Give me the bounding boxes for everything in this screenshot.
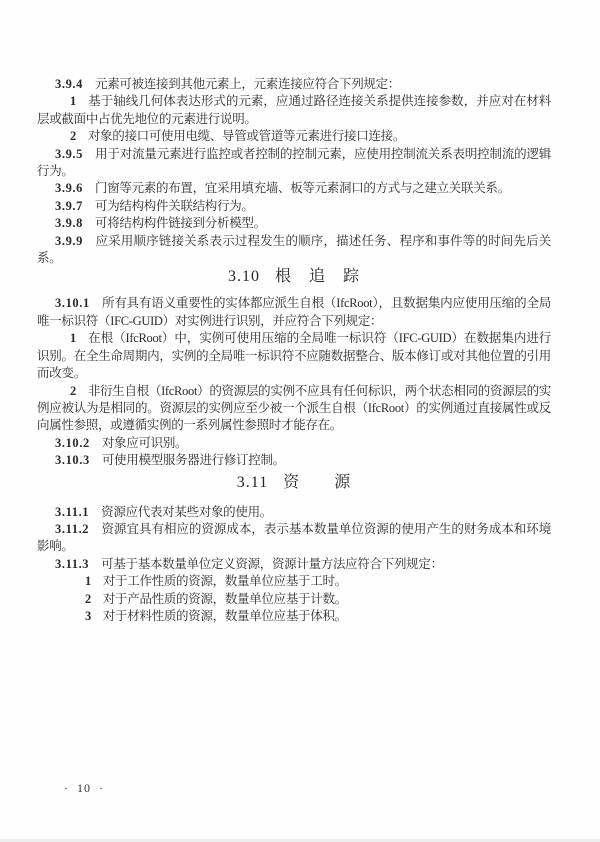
clause-3-9-6 — [37, 180, 551, 197]
clause-number: 3.11.3 — [55, 556, 90, 571]
page-content — [37, 76, 551, 625]
subclause-3-9-4-1 — [37, 93, 551, 128]
clause-text: 元素可被连接到其他元素上，元素连接应符合下列规定： — [95, 77, 401, 91]
subclause-3-9-4-2 — [37, 128, 551, 145]
subclause-text: 对于工作性质的资源，数量单位应基于工时。 — [102, 574, 347, 589]
subclause-number: 3 — [85, 608, 92, 623]
clause-number: 3.9.8 — [55, 216, 83, 231]
clause-3-10-3 — [37, 452, 551, 469]
section-heading-number: 3.10 — [227, 268, 260, 286]
subclause-text: 对于材料性质的资源，数量单位应基于体积。 — [102, 608, 347, 623]
clause-3-10-2 — [37, 435, 551, 452]
clause-3-9-5 — [37, 146, 551, 181]
subclause-number: 2 — [70, 129, 77, 144]
subclause-number: 1 — [70, 94, 77, 109]
section-heading-title: 根 追 踪 — [274, 268, 360, 286]
clause-text: 资源应代表对某些对象的使用。 — [101, 504, 272, 519]
subclause-text: 对于产品性质的资源，数量单位应基于计数。 — [102, 591, 347, 606]
section-heading-3-10 — [37, 267, 551, 287]
clause-text: 所有具有语义重要性的实体都应派生自根（IfcRoot），且数据集内应使用压缩的全局唯一标识符（IFC-GUID）对实例进行识别，并应符合下列规定： — [37, 296, 551, 328]
clause-text: 门窗等元素的布置，宜采用填充墙、板等元素洞口的方式与之建立关联关系。 — [95, 181, 510, 196]
clause-number: 3.9.9 — [55, 233, 83, 248]
subclause-3-10-1-2 — [37, 383, 551, 435]
clause-number: 3.10.1 — [55, 296, 90, 311]
subclause-3-11-3-1 — [37, 573, 551, 590]
clause-text: 可为结构构件关联结构行为。 — [95, 198, 254, 213]
clause-number: 3.10.3 — [55, 453, 90, 468]
subclause-3-11-3-3 — [37, 608, 551, 625]
clause-3-9-7 — [37, 198, 551, 215]
clause-text: 用于对流量元素进行监控或者控制的控制元素，应使用控制流关系表明控制流的逻辑行为。 — [37, 146, 551, 179]
clause-3-9-4 — [37, 76, 551, 93]
clause-text: 对象应可识别。 — [101, 435, 188, 450]
clause-text: 可使用模型服务器进行修订控制。 — [101, 453, 285, 468]
subclause-text: 在根（IfcRoot）中，实例可使用压缩的全局唯一标识符（IFC-GUID）在数据集内进行识别。在全生命周期内，实例的全局唯一标识符不应随数据整合、版本修订或对其他位置的引用而改变。 — [37, 331, 551, 381]
subclause-text: 非衍生自根（IfcRoot）的资源层的实例不应具有任何标识，两个状态相同的资源层的实例应被认为是相同的。资源层的实例应至少被一个派生自根（IfcRoot）的实例通过直接属性或反向属性参照，或遵循实例的一系列属性参照时才能存在。 — [37, 383, 551, 433]
clause-number: 3.11.2 — [55, 521, 90, 536]
clause-number: 3.9.7 — [55, 198, 83, 213]
clause-3-11-3 — [37, 556, 551, 573]
section-heading-title: 资 源 — [283, 473, 352, 491]
section-heading-number: 3.11 — [236, 473, 269, 491]
clause-3-10-1 — [37, 295, 551, 330]
clause-text: 可将结构构件链接到分析模型。 — [95, 216, 266, 231]
page-number: · 10 · — [64, 781, 104, 795]
clause-3-11-1 — [37, 504, 551, 521]
clause-text: 应采用顺序链接关系表示过程发生的顺序，描述任务、程序和事件等的时间先后关系。 — [37, 233, 551, 266]
section-heading-3-11 — [37, 473, 551, 493]
subclause-number: 1 — [85, 574, 92, 589]
subclause-number: 2 — [70, 383, 77, 398]
subclause-3-11-3-2 — [37, 591, 551, 608]
subclause-text: 基于轴线几何体表达形式的元素，应通过路径连接关系提供连接参数，并应对在材料层或截面中占优先地位的元素进行说明。 — [37, 94, 551, 126]
clause-text: 可基于基本数量单位定义资源，资源计量方法应符合下列规定： — [101, 556, 443, 571]
subclause-3-10-1-1 — [37, 330, 551, 382]
clause-number: 3.9.4 — [55, 77, 83, 91]
subclause-number: 2 — [85, 591, 92, 606]
clause-number: 3.11.1 — [55, 504, 90, 519]
clause-number: 3.9.6 — [55, 181, 83, 196]
clause-3-9-9 — [37, 233, 551, 268]
clause-text: 资源宜具有相应的资源成本，表示基本数量单位资源的使用产生的财务成本和环境影响。 — [37, 521, 551, 554]
clause-number: 3.9.5 — [55, 146, 83, 161]
clause-3-9-8 — [37, 215, 551, 232]
clause-3-11-2 — [37, 521, 551, 556]
clause-number: 3.10.2 — [55, 435, 90, 450]
subclause-number: 1 — [70, 331, 77, 346]
subclause-text: 对象的接口可使用电缆、导管或管道等元素进行接口连接。 — [87, 129, 406, 144]
